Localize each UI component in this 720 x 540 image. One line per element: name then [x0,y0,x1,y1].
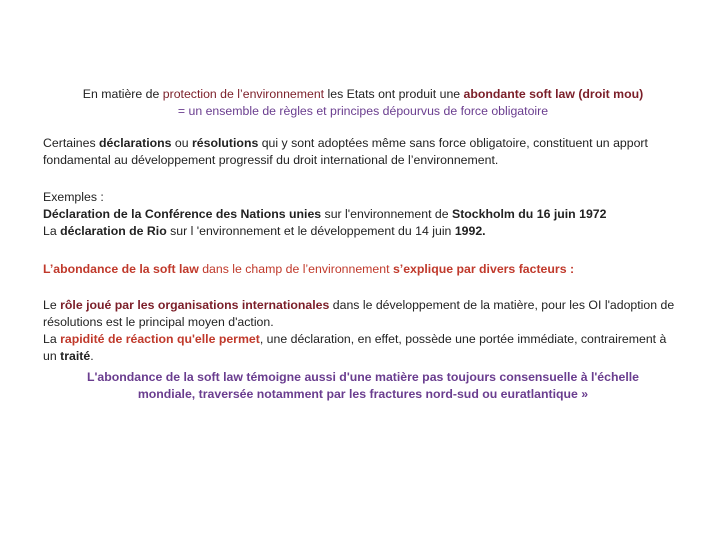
keyword-reaction-speed: rapidité de réaction qu'elle permet [60,332,260,346]
example-place: Stockholm [452,207,515,221]
text: dans le développement de la matière, pour les OI l'adoption de résolutions est le principal moyen d'action. [43,298,675,329]
text: ou [171,136,193,150]
text: sur l'environnement de [321,207,452,221]
factors-text: dans le champ de l’environnement [198,262,393,276]
quote-text: L'abondance de la soft law témoigne aussi d'une matière pas toujours consensuelle à l'échelle mondiale, traversée notamment par les fractures nord-sud ou euratlantique » [86,370,640,401]
factors-highlight: s’explique par divers facteurs : [392,262,575,276]
text: La [43,332,61,346]
factors-paragraph [43,297,683,365]
intro-text: En matière de [82,87,163,101]
example-year: 1992. [454,224,486,238]
examples-paragraph [43,189,683,240]
example-date: du 16 juin 1972 [518,207,607,221]
examples-heading: Exemples : [43,190,104,204]
text: sur l 'environnement et le développement du 14 juin [166,224,455,238]
intro-line-1 [43,86,683,103]
text: Le [43,298,61,312]
declarations-paragraph [43,135,683,169]
intro-highlight-environment: protection de l’environnement [162,87,325,101]
keyword-treaty: traité [60,349,91,363]
keyword-resolutions: résolutions [192,136,259,150]
example-title: Déclaration de la Conférence des Nations unies [43,207,322,221]
intro-highlight-soft-law: abondante soft law (droit mou) [463,87,644,101]
factor-speed: La rapidité de réaction qu'elle permet, une déclaration, en effet, possède une portée immédiate, contrairement à un traité. [43,332,667,363]
keyword-declarations: déclarations [99,136,172,150]
factors-heading [43,261,683,278]
example-title: déclaration de Rio [60,224,167,238]
example-stockholm [43,206,683,223]
text: qui y sont adoptées même sans force obligatoire, constituent un apport fondamental au développement progressif du droit international de l’environnement. [43,136,648,167]
intro-paragraph [43,86,683,120]
keyword-role-oi: rôle joué par les organisations internationales [60,298,330,312]
factor-role [43,297,683,331]
intro-text: les Etats ont produit une [324,87,464,101]
factors-subject: L’abondance de la soft law [43,262,199,276]
text: , une déclaration, en effet, possède une portée immédiate, contrairement à un [43,332,667,363]
text: Certaines [43,136,100,150]
intro-line-2: = un ensemble de règles et principes dépourvus de force obligatoire [177,104,549,118]
conclusion-quote [60,369,666,403]
text: La [43,224,61,238]
example-rio [43,223,683,240]
